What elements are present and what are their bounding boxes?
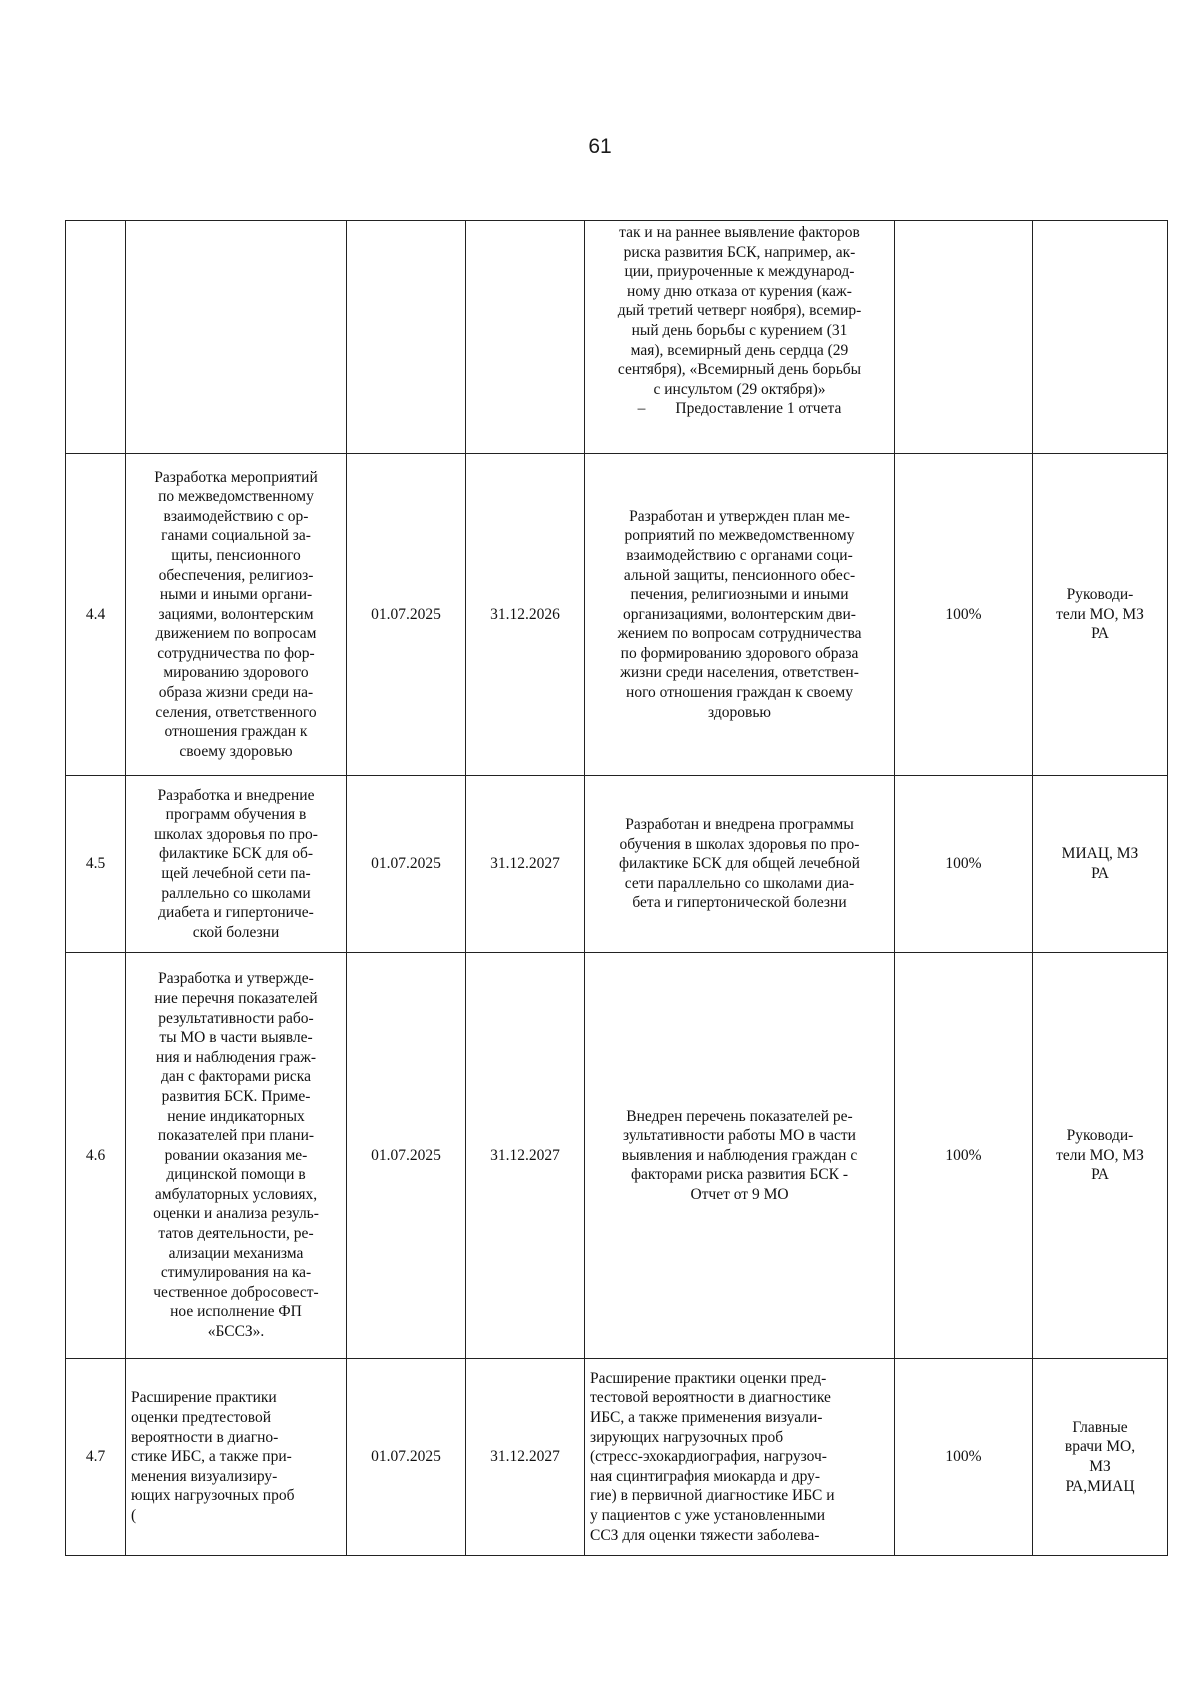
table-row bbox=[66, 776, 1168, 953]
responsible-text: Руководи- тели МО, МЗ РА bbox=[1033, 953, 1168, 1359]
activity-text: Расширение практики оценки предтестовой вероятности в диагно- стике ИБС, а также при- менения визуализиру- ющих нагрузочных проб ( bbox=[126, 1359, 347, 1556]
row-number: 4.4 bbox=[66, 454, 126, 776]
result-text: Разработан и утвержден план ме- роприятий по межведомственному взаимодействию с органами соци- альной защиты, пенсионного обес- печения, религиозными и иными организациями, волонтерским дви- жением по вопросам сотрудничества по формированию здорового образа жизни среди населения, ответствен- ного отношения граждан к своему здоровью bbox=[585, 454, 895, 776]
end-date: 31.12.2027 bbox=[466, 776, 585, 953]
completion-percent: 100% bbox=[895, 1359, 1033, 1556]
row-number: 4.5 bbox=[66, 776, 126, 953]
table-row bbox=[66, 953, 1168, 1359]
table-row bbox=[66, 1359, 1168, 1556]
report-line bbox=[590, 399, 889, 419]
activity-text: Разработка мероприятий по межведомственному взаимодействию с ор- ганами социальной за- щиты, пенсионного обеспечения, религиоз- ными и иными органи- зациями, волонтерским движением по вопросам сотрудничества по фор- мированию здорового образа жизни среди на- селения, ответственного отношения граждан к своему здоровью bbox=[126, 454, 347, 776]
end-date-cell bbox=[466, 221, 585, 454]
responsible-text: Руководи- тели МО, МЗ РА bbox=[1033, 454, 1168, 776]
activity-cell bbox=[126, 221, 347, 454]
start-date: 01.07.2025 bbox=[347, 953, 466, 1359]
dash-mark: – bbox=[637, 400, 646, 418]
result-text: Внедрен перечень показателей ре- зультативности работы МО в части выявления и наблюдения граждан с факторами риска развития БСК - Отчет от 9 МО bbox=[585, 953, 895, 1359]
end-date: 31.12.2027 bbox=[466, 1359, 585, 1556]
responsible-text: МИАЦ, МЗ РА bbox=[1033, 776, 1168, 953]
row-number: 4.6 bbox=[66, 953, 126, 1359]
responsible-cell bbox=[1033, 221, 1168, 454]
start-date-cell bbox=[347, 221, 466, 454]
row-number: 4.7 bbox=[66, 1359, 126, 1556]
activity-text: Разработка и утвержде- ние перечня показателей результативности рабо- ты МО в части выявле- ния и наблюдения граж- дан с факторами риска развития БСК. Приме- нение индикаторных показателей при плани- ровании оказания ме- дицинской помощи в амбулаторных условиях, оценки и анализа резуль- татов деятельности, ре- ализации механизма стимулирования на ка- чественное добросовест- ное исполнение ФП «БССЗ». bbox=[126, 953, 347, 1359]
page-number: 61 bbox=[588, 135, 612, 158]
completion-percent: 100% bbox=[895, 454, 1033, 776]
num-cell bbox=[66, 221, 126, 454]
end-date: 31.12.2026 bbox=[466, 454, 585, 776]
percent-cell bbox=[895, 221, 1033, 454]
report-text: Предоставление 1 отчета bbox=[675, 400, 842, 418]
table-row bbox=[66, 454, 1168, 776]
activity-text: Разработка и внедрение программ обучения в школах здоровья по про- филактике БСК для об- щей лечебной сети па- раллельно со школами диабета и гипертониче- ской болезни bbox=[126, 776, 347, 953]
table-row-continuation bbox=[66, 221, 1168, 454]
completion-percent: 100% bbox=[895, 953, 1033, 1359]
activity-plan-table bbox=[65, 220, 1168, 1556]
result-text: Расширение практики оценки пред- тестовой вероятности в диагностике ИБС, а также применения визуали- зирующих нагрузочных проб (стресс-эхокардиография, нагрузоч- ная сцинтиграфия миокарда и дру- гие) в первичной диагностике ИБС и у пациентов с уже установленными ССЗ для оценки тяжести заболева- bbox=[585, 1359, 895, 1556]
result-text: так и на раннее выявление факторов риска развития БСК, например, ак- ции, приуроченные к международ- ному дню отказа от курения (каж- дый третий четверг ноября), всемир- ный день борьбы с курением (31 мая), всемирный день сердца (29 сентября), «Всемирный день борьбы с инсультом (29 октября)» bbox=[617, 224, 862, 398]
start-date: 01.07.2025 bbox=[347, 454, 466, 776]
result-cell bbox=[585, 221, 895, 454]
responsible-text: Главные врачи МО, МЗ РА,МИАЦ bbox=[1033, 1359, 1168, 1556]
start-date: 01.07.2025 bbox=[347, 1359, 466, 1556]
completion-percent: 100% bbox=[895, 776, 1033, 953]
end-date: 31.12.2027 bbox=[466, 953, 585, 1359]
result-text: Разработан и внедрена программы обучения в школах здоровья по про- филактике БСК для общей лечебной сети параллельно со школами диа- бета и гипертонической болезни bbox=[585, 776, 895, 953]
start-date: 01.07.2025 bbox=[347, 776, 466, 953]
